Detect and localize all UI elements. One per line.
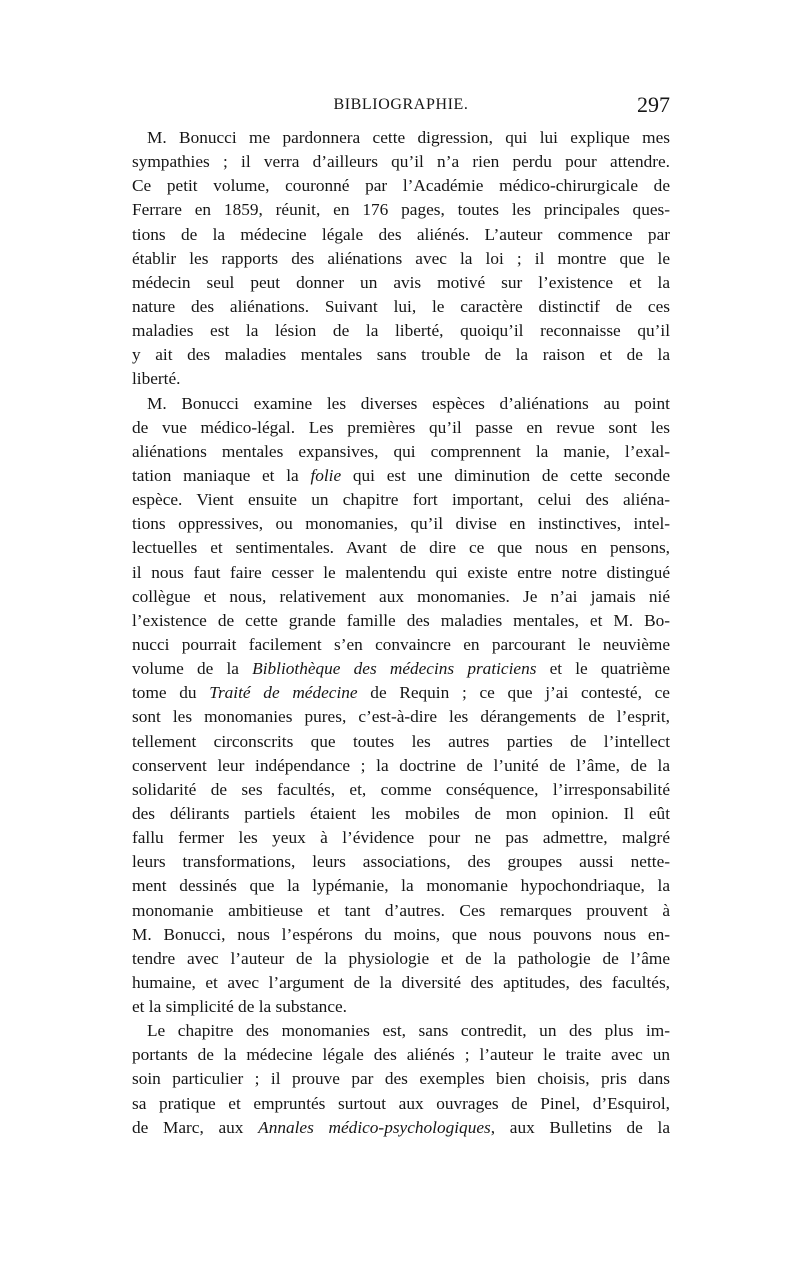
italic-term: folie (310, 465, 342, 485)
text-line: l’existence de cette grande famille des maladies mentales, et M. Bo- (132, 610, 670, 630)
text-line: tendre avec l’auteur de la physiologie et de la pathologie de l’âme (132, 948, 670, 968)
text-line: sa pratique et empruntés surtout aux ouvrages de Pinel, d’Esquirol, (132, 1093, 670, 1113)
text-line: lectuelles et sentimentales. Avant de dire ce que nous en pensons, (132, 538, 670, 558)
text-line: maladies est la lésion de la liberté, quoiqu’il reconnaisse qu’il (132, 321, 670, 341)
text-line: leurs transformations, leurs associations, des groupes aussi nette- (132, 852, 670, 872)
text-line: sympathies ; il verra d’ailleurs qu’il n’a rien perdu pour attendre. (132, 152, 670, 172)
text-run: , aux Bulletins de la (490, 1117, 670, 1137)
body-text (132, 126, 670, 1140)
text-line: Le chapitre des monomanies est, sans contredit, un des plus im- (147, 1021, 670, 1041)
text-line: nature des aliénations. Suivant lui, le caractère distinctif de ces (132, 296, 670, 316)
text-line: médecin seul peut donner un avis motivé sur l’existence et la (132, 272, 670, 292)
text-line: tions oppressives, ou monomanies, qu’il divise en instinctives, intel- (132, 514, 670, 534)
text-line: M. Bonucci me pardonnera cette digression, qui lui explique mes (147, 128, 670, 147)
text-line: nucci pourrait facilement s’en convaincre en parcourant le neuvième (132, 634, 670, 654)
running-title: BIBLIOGRAPHIE. (333, 96, 469, 113)
text-line: établir les rapports des aliénations avec la loi ; il montre que le (132, 248, 670, 268)
text-line-with-italic (132, 464, 670, 488)
italic-title-traite: Traité de médecine (209, 683, 358, 703)
text-line: Ferrare en 1859, réunit, en 176 pages, toutes les principales ques- (132, 200, 670, 220)
text-line: soin particulier ; il prouve par des exemples bien choisis, pris dans (132, 1069, 670, 1089)
text-line: Ce petit volume, couronné par l’Académie médico-chirurgicale de (132, 176, 670, 196)
text-line: sont les monomanies pures, c’est-à-dire les dérangements de l’esprit, (132, 707, 670, 727)
text-run: de Requin ; ce que j’ai contesté, ce (357, 683, 670, 703)
text-line: il nous faut faire cesser le malentendu qui existe entre notre distingué (132, 562, 670, 582)
text-line-with-italic (132, 1116, 670, 1140)
italic-title-bibliotheque: Bibliothèque des médecins praticiens (252, 659, 537, 679)
text-line: des délirants partiels étaient les mobiles de mon opinion. Il eût (132, 803, 670, 823)
text-run: et le quatrième (536, 659, 670, 679)
paragraph-end-line: liberté. (132, 369, 181, 389)
text-line: tions de la médecine légale des aliénés. L’auteur commence par (132, 224, 670, 244)
text-run: volume de la (132, 659, 253, 679)
text-run: de Marc, aux (132, 1117, 259, 1137)
text-line: de vue médico-légal. Les premières qu’il passe en revue sont les (132, 417, 670, 437)
text-line: y ait des maladies mentales sans trouble de la raison et de la (132, 345, 670, 365)
text-line-with-italic (132, 681, 670, 705)
text-line: monomanie ambitieuse et tant d’autres. Ces remarques prouvent à (132, 900, 670, 920)
text-line: collègue et nous, relativement aux monomanies. Je n’ai jamais nié (132, 586, 670, 606)
text-line: M. Bonucci examine les diverses espèces d’aliénations au point (147, 393, 670, 413)
running-head (132, 88, 670, 122)
italic-title-annales: Annales médico-psychologiques (258, 1117, 491, 1137)
text-line: ment dessinés que la lypémanie, la monomanie hypochondriaque, la (132, 876, 670, 896)
text-line: humaine, et avec l’argument de la diversité des aptitudes, des facultés, (132, 972, 670, 992)
text-line-with-italic (132, 657, 670, 681)
text-run: qui est une diminution de cette seconde (341, 465, 670, 485)
paragraph-end-line: et la simplicité de la substance. (132, 997, 347, 1017)
text-line: portants de la médecine légale des aliénés ; l’auteur le traite avec un (132, 1045, 670, 1065)
text-line: aliénations mentales expansives, qui comprennent la manie, l’exal- (132, 441, 670, 461)
text-line: tellement circonscrits que toutes les autres parties de l’intellect (132, 731, 670, 751)
text-line: espèce. Vient ensuite un chapitre fort important, celui des aliéna- (132, 490, 670, 510)
text-line: M. Bonucci, nous l’espérons du moins, que nous pouvons nous en- (132, 924, 670, 944)
text-line: fallu fermer les yeux à l’évidence pour ne pas admettre, malgré (132, 828, 670, 848)
text-line: solidarité de ses facultés, et, comme conséquence, l’irresponsabilité (132, 779, 670, 799)
text-line: conservent leur indépendance ; la doctrine de l’unité de l’âme, de la (132, 755, 670, 775)
text-run: tation maniaque et la (132, 465, 311, 485)
text-run: tome du (132, 683, 210, 703)
page-number: 297 (637, 92, 670, 117)
